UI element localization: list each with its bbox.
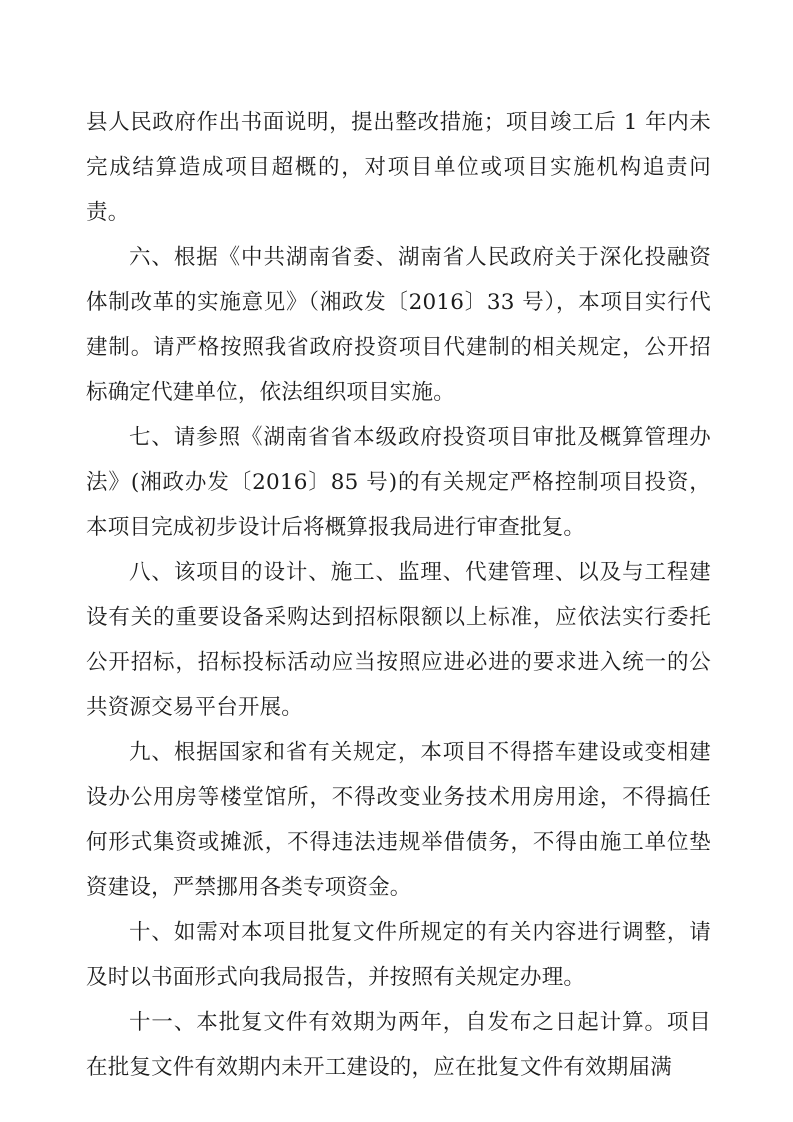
paragraph-item-10: 十、如需对本项目批复文件所规定的有关内容进行调整，请及时以书面形式向我局报告，并按照有关规定办理。 — [86, 920, 711, 990]
paragraph-item-8: 八、该项目的设计、施工、监理、代建管理、以及与工程建设有关的重要设备采购达到招标限额以上标准，应依法实行委托公开招标，招标投标活动应当按照应进必进的要求进入统一的公共资源交易平台开展。 — [86, 560, 711, 720]
paragraph-item-6: 六、根据《中共湖南省委、湖南省人民政府关于深化投融资体制改革的实施意见》（湘政发〔2016〕33 号），本项目实行代建制。请严格按照我省政府投资项目代建制的相关规定，公开招标确定代建单位，依法组织项目实施。 — [86, 245, 711, 405]
document-body — [86, 100, 711, 1090]
paragraph-item-11: 十一、本批复文件有效期为两年，自发布之日起计算。项目在批复文件有效期内未开工建设的，应在批复文件有效期届满 — [86, 1010, 711, 1080]
paragraph-continuation: 县人民政府作出书面说明，提出整改措施；项目竣工后 1 年内未完成结算造成项目超概的，对项目单位或项目实施机构追责问责。 — [86, 110, 711, 225]
paragraph-item-7: 七、请参照《湖南省省本级政府投资项目审批及概算管理办法》(湘政办发〔2016〕85 号)的有关规定严格控制项目投资，本项目完成初步设计后将概算报我局进行审查批复。 — [86, 425, 711, 540]
paragraph-item-9: 九、根据国家和省有关规定，本项目不得搭车建设或变相建设办公用房等楼堂馆所，不得改变业务技术用房用途，不得搞任何形式集资或摊派，不得违法违规举借债务，不得由施工单位垫资建设，严禁挪用各类专项资金。 — [86, 740, 711, 900]
